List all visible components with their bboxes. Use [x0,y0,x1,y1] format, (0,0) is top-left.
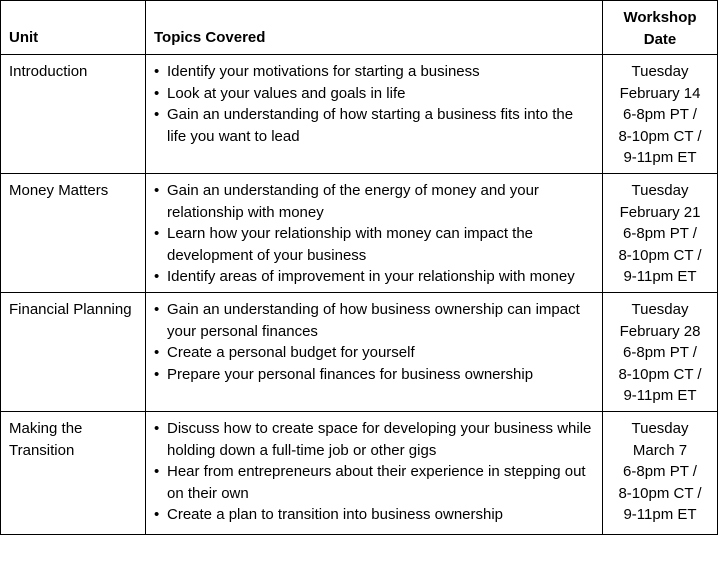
topic-item: • Prepare your personal finances for business ownership [154,364,594,386]
date-time-ct: 8-10pm CT / [618,246,702,264]
unit-header: Unit [1,1,146,55]
topic-item: • Hear from entrepreneurs about their experience in stepping out on their own [154,461,594,504]
table-row [1,293,718,412]
unit-cell: Introduction [1,55,146,174]
date-cell [603,174,718,293]
date-day-of-month: March 7 [632,441,688,459]
topic-item: • Identify your motivations for starting a business [154,61,594,83]
date-day-of-month: February 14 [619,84,701,102]
date-day-of-month: February 21 [619,203,701,221]
unit-cell: Financial Planning [1,293,146,412]
date-time-pt: 6-8pm PT / [623,106,697,123]
date-day-of-month: February 28 [619,322,701,340]
table-row [1,174,718,293]
topic-item: • Discuss how to create space for developing your business while holding down a full-time job or other gigs [154,418,594,461]
date-time-pt: 6-8pm PT / [623,463,697,480]
topic-item: • Identify areas of improvement in your relationship with money [154,266,594,288]
topics-list [154,61,594,147]
date-time-pt: 6-8pm PT / [623,225,697,242]
date-cell [603,293,718,412]
topic-item: • Look at your values and goals in life [154,83,594,105]
workshop-date-header-line1: Workshop [623,9,697,26]
topic-item: • Create a personal budget for yourself [154,342,594,364]
header-row [1,1,718,55]
topics-cell [146,293,603,412]
topic-item: • Gain an understanding of how starting a business fits into the life you want to lead [154,104,594,147]
topics-header: Topics Covered [146,1,603,55]
topics-cell [146,412,603,535]
topics-list [154,180,594,288]
topic-item: • Gain an understanding of how business ownership can impact your personal finances [154,299,594,342]
date-time-pt: 6-8pm PT / [623,344,697,361]
unit-cell: Making the Transition [1,412,146,535]
date-day: Tuesday [631,301,689,318]
date-day: Tuesday [631,420,689,437]
topic-item: • Create a plan to transition into business ownership [154,504,594,526]
table-row [1,412,718,535]
date-cell [603,55,718,174]
date-time-ct: 8-10pm CT / [618,365,702,383]
topics-list [154,299,594,385]
date-day: Tuesday [631,63,689,80]
topics-cell [146,174,603,293]
date-time-et: 9-11pm ET [623,149,697,166]
workshop-date-header-line2: Date [643,30,677,48]
topics-cell [146,55,603,174]
date-time-ct: 8-10pm CT / [618,127,702,145]
date-day: Tuesday [631,182,689,199]
date-time-et: 9-11pm ET [623,387,697,404]
date-time-et: 9-11pm ET [623,268,697,285]
table-row [1,55,718,174]
date-time-ct: 8-10pm CT / [618,484,702,502]
unit-cell: Money Matters [1,174,146,293]
workshop-date-header [603,1,718,55]
topic-item: • Gain an understanding of the energy of money and your relationship with money [154,180,594,223]
topic-item: • Learn how your relationship with money can impact the development of your business [154,223,594,266]
topics-list [154,418,594,526]
date-time-et: 9-11pm ET [623,506,697,523]
date-cell [603,412,718,535]
